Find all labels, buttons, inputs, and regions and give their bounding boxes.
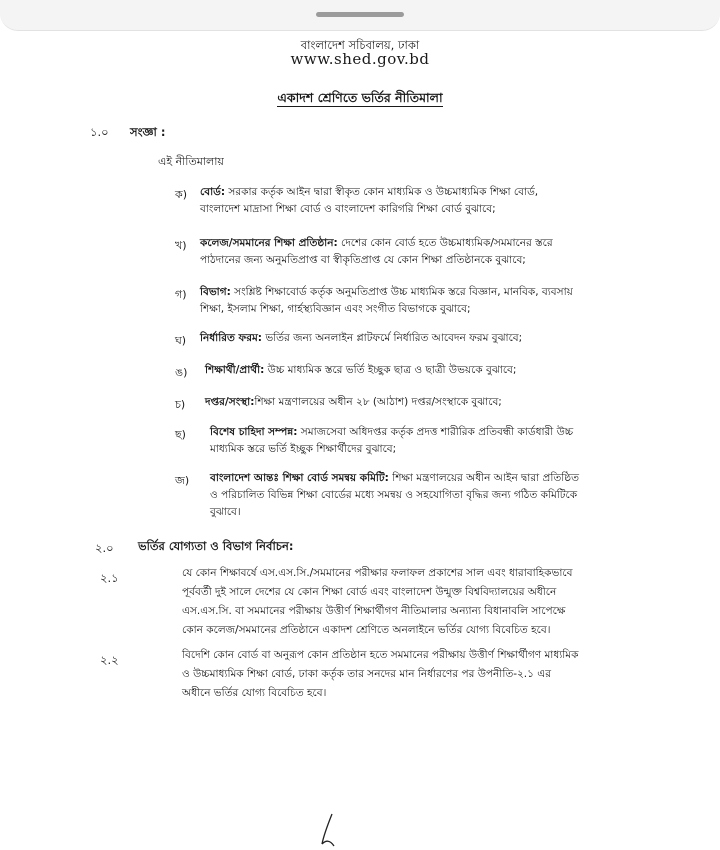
para-line: যে কোন শিক্ষাবর্ষে এস.এস.সি./সমমানের পরীক্ষার ফলাফল প্রকাশের সাল এবং ধারাবাহিকভাবে — [182, 567, 573, 579]
item-line: সংশ্লিষ্ট শিক্ষাবোর্ড কর্তৃক অনুমতিপ্রাপ্ত উচ্চ মাধ্যমিক স্তরে বিজ্ঞান, মানবিক, ব্যবসায় — [230, 286, 573, 298]
item-line: শিক্ষা, ইসলাম শিক্ষা, গার্হস্থ্যবিজ্ঞান এবং সংগীত বিভাগকে বুঝাবে; — [200, 303, 471, 315]
definition-item-office — [205, 394, 660, 411]
item-line: ও পরিচালিত বিভিন্ন শিক্ষা বোর্ডের মধ্যে সমন্বয় ও সহযোগিতা বৃদ্ধির জন্য গঠিত কমিটিকে — [210, 489, 578, 501]
item-line: বাংলাদেশ মাদ্রাসা শিক্ষা বোর্ড ও বাংলাদেশ কারিগরি শিক্ষা বোর্ড বুঝাবে; — [200, 203, 496, 215]
item-line: সমাজসেবা অধিদপ্তর কর্তৃক প্রদত্ত শারীরিক প্রতিবন্ধী কার্ডধারী উচ্চ — [297, 426, 574, 438]
item-line: পাঠদানের জন্য অনুমতিপ্রাপ্ত বা স্বীকৃতিপ্রাপ্ত যে কোন শিক্ষা প্রতিষ্ঠানকে বুঝাবে; — [200, 254, 526, 266]
para-number: ২.২ — [100, 653, 119, 667]
item-term: বোর্ড: — [200, 186, 226, 198]
item-key: গ) — [175, 288, 187, 301]
para-line: বিদেশি কোন বোর্ড বা অনুরূপ কোন প্রতিষ্ঠান হতে সমমানের পরীক্ষায় উত্তীর্ণ শিক্ষার্থীগণ মাধ্যমিক — [182, 649, 579, 661]
item-key: ঙ) — [175, 366, 188, 379]
section-1-number: ১.০ — [90, 125, 109, 139]
item-key: চ) — [175, 398, 186, 411]
item-key: ছ) — [175, 428, 186, 441]
definition-item-coordination-committee — [210, 470, 660, 521]
para-line: ও উচ্চমাধ্যমিক শিক্ষা বোর্ড, ঢাকা কর্তৃক তার সনদের মান নির্ধারণের পর উপনীতি-২.১ এর — [182, 668, 552, 680]
item-key: জ) — [175, 474, 190, 487]
para-line: কোন কলেজ/সমমানের প্রতিষ্ঠানে একাদশ শ্রেণিতে অনলাইনে ভর্তির যোগ্য বিবেচিত হবে। — [182, 624, 551, 636]
item-line: সরকার কর্তৃক আইন দ্বারা স্বীকৃত কোন মাধ্যমিক ও উচ্চমাধ্যমিক শিক্ষা বোর্ড, — [225, 186, 539, 198]
item-term: বিশেষ চাহিদা সম্পন্ন: — [210, 426, 298, 438]
definition-item-department — [200, 284, 660, 318]
ministry-line: বাংলাদেশ সচিবালয়, ঢাকা — [300, 38, 420, 52]
item-line: মাধ্যমিক স্তরে ভর্তি ইচ্ছুক শিক্ষার্থীদের বুঝাবে; — [210, 443, 397, 455]
definition-item-board — [200, 184, 660, 218]
item-line: ভর্তির জন্য অনলাইন প্লাটফর্মে নির্ধারিত আবেদন ফরম বুঝাবে; — [262, 332, 523, 344]
para-2-2 — [182, 646, 662, 703]
document-title — [0, 90, 720, 110]
para-2-1 — [182, 564, 662, 640]
para-line: এস.এস.সি. বা সমমানের পরীক্ষায় উত্তীর্ণ শিক্ষার্থীগণ নীতিমালার অন্যান্য বিধানাবলি সাপেক্ষে — [182, 605, 566, 617]
para-number: ২.১ — [100, 571, 119, 585]
item-line: উচ্চ মাধ্যমিক স্তরে ভর্তি ইচ্ছুক ছাত্র ও ছাত্রী উভয়কে বুঝাবে; — [264, 364, 517, 376]
section-1-intro: এই নীতিমালায় — [158, 155, 224, 168]
definition-item-form — [200, 330, 660, 347]
document-title-text: একাদশ শ্রেণিতে ভর্তির নীতিমালা — [277, 90, 443, 105]
definition-item-student — [205, 362, 660, 379]
section-2-heading: ভর্তির যোগ্যতা ও বিভাগ নির্বাচন: — [138, 539, 294, 553]
item-term: বাংলাদেশ আন্তঃ শিক্ষা বোর্ড সমন্বয় কমিটি: — [210, 472, 389, 484]
item-term: কলেজ/সমমানের শিক্ষা প্রতিষ্ঠান: — [200, 237, 338, 249]
item-line: বুঝাবে। — [210, 506, 241, 518]
definition-item-special-needs — [210, 424, 660, 458]
para-line: অধীনে ভর্তির যোগ্য বিবেচিত হবে। — [182, 687, 327, 699]
item-line: শিক্ষা মন্ত্রণালয়ের অধীন ২৮ (আঠাশ) দপ্তর/সংস্থাকে বুঝাবে; — [254, 396, 502, 408]
item-key: ঘ) — [175, 334, 187, 347]
item-line: শিক্ষা মন্ত্রণালয়ের অধীন আইন দ্বারা প্রতিষ্ঠিত — [388, 472, 579, 484]
website-link[interactable]: www.shed.gov.bd — [290, 50, 430, 68]
item-key: খ) — [175, 239, 187, 252]
item-term: নির্ধারিত ফরম: — [200, 332, 262, 344]
section-1-heading: সংজ্ঞা : — [130, 125, 166, 139]
item-term: দপ্তর/সংস্থা: — [205, 396, 255, 408]
para-line: পূর্ববর্তী দুই সালে দেশের যে কোন শিক্ষা বোর্ড এবং বাংলাদেশ উন্মুক্ত বিশ্ববিদ্যালয়ের অধীনে — [182, 586, 557, 598]
item-line: দেশের কোন বোর্ড হতে উচ্চমাধ্যমিক/সমমানের স্তরে — [337, 237, 553, 249]
signature-mark — [310, 810, 350, 850]
definition-item-college — [200, 235, 660, 269]
section-2-number: ২.০ — [95, 541, 114, 555]
item-term: বিভাগ: — [200, 286, 231, 298]
item-term: শিক্ষার্থী/প্রার্থী: — [205, 364, 265, 376]
item-key: ক) — [175, 188, 187, 201]
